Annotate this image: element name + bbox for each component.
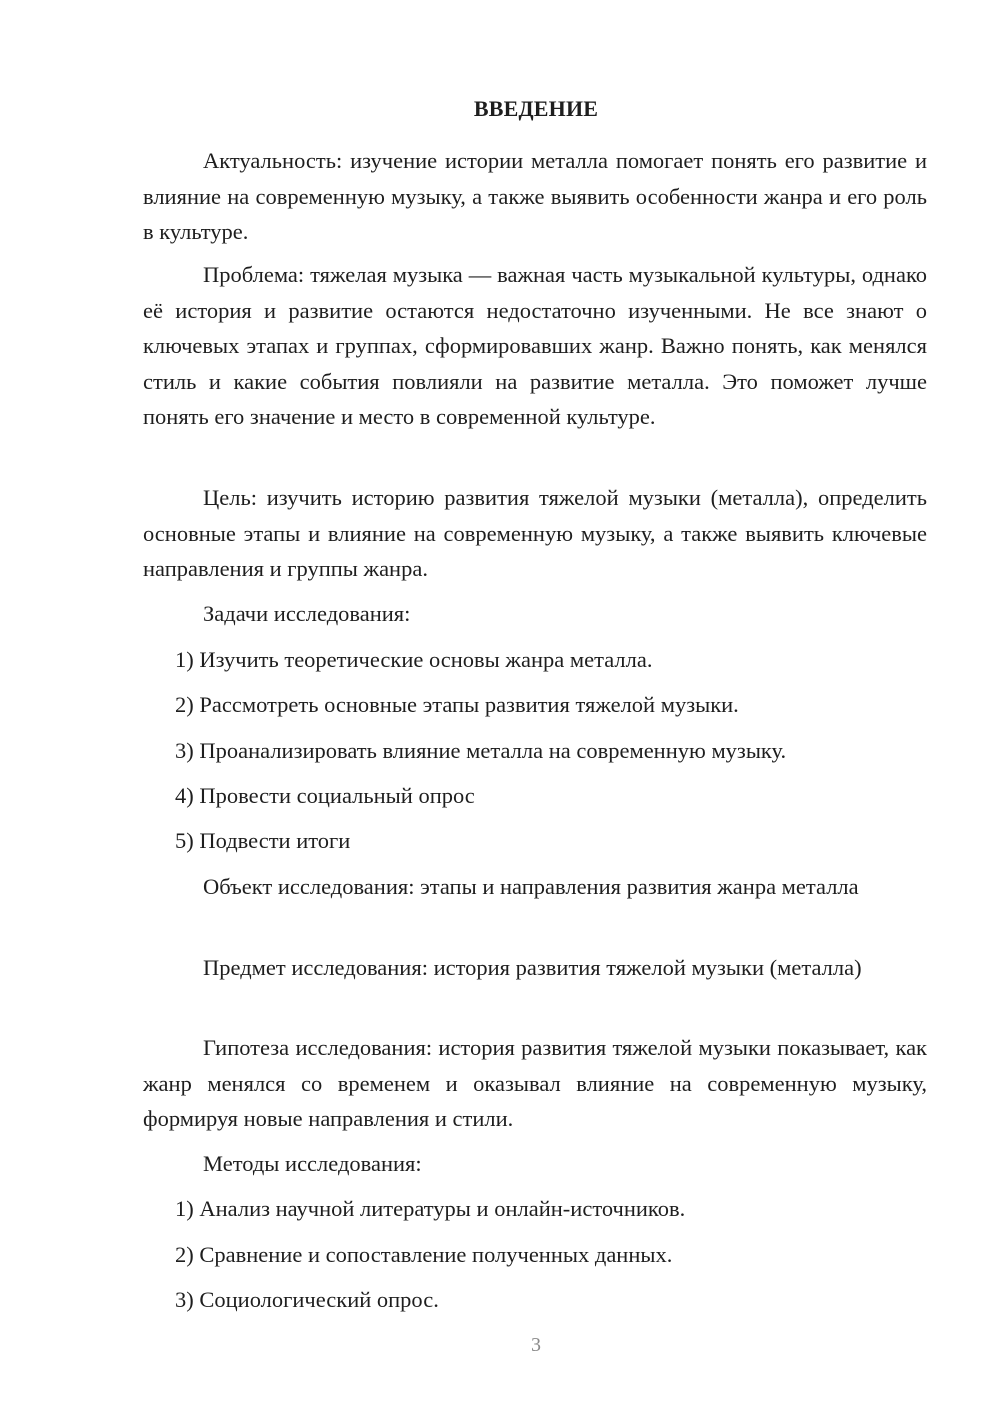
block-1	[143, 143, 927, 250]
task-1	[143, 642, 927, 678]
task-4	[143, 778, 927, 814]
list-item: 3) Проанализировать влияние металла на современную музыку.	[175, 738, 787, 763]
block-2	[143, 257, 927, 435]
list-item: 4) Провести социальный опрос	[175, 783, 475, 808]
relevance-paragraph: Актуальность: изучение истории металла помогает понять его развитие и влияние на современную музыку, а также выявить особенности жанра и его роль в культуре.	[143, 148, 927, 244]
page-title: ВВЕДЕНИЕ	[473, 96, 599, 121]
object-paragraph: Объект исследования: этапы и направления развития жанра металла	[203, 874, 859, 899]
block-4	[143, 596, 927, 632]
method-1	[143, 1191, 927, 1227]
list-item: 1) Анализ научной литературы и онлайн-источников.	[175, 1196, 686, 1221]
task-3	[143, 733, 927, 769]
hypothesis-paragraph: Гипотеза исследования: история развития тяжелой музыки показывает, как жанр менялся со временем и оказывал влияние на современную музыку, формируя новые направления и стили.	[143, 1035, 927, 1131]
block-7	[143, 1030, 927, 1137]
methods-heading: Методы исследования:	[203, 1151, 422, 1176]
subject-paragraph: Предмет исследования: история развития тяжелой музыки (металла)	[203, 955, 862, 980]
list-item: 5) Подвести итоги	[175, 828, 351, 853]
block-3	[143, 480, 927, 587]
method-3	[143, 1282, 927, 1318]
goal-paragraph: Цель: изучить историю развития тяжелой музыки (металла), определить основные этапы и влияние на современную музыку, а также выявить ключевые направления и группы жанра.	[143, 485, 927, 581]
task-2	[143, 687, 927, 723]
page-number: 3	[531, 1334, 541, 1356]
block-8	[143, 1146, 927, 1182]
list-item: 1) Изучить теоретические основы жанра металла.	[175, 647, 653, 672]
block-5	[143, 869, 927, 905]
method-2	[143, 1237, 927, 1273]
problem-paragraph: Проблема: тяжелая музыка — важная часть музыкальной культуры, однако её история и развитие остаются недостаточно изученными. Не все знают о ключевых этапах и группах, сформировавших жанр. Важно понять, как менялся стиль и какие события повлияли на развитие металла. Это поможет лучше понять его значение и место в современной культуре.	[143, 262, 927, 429]
tasks-heading: Задачи исследования:	[203, 601, 411, 626]
list-item: 2) Рассмотреть основные этапы развития тяжелой музыки.	[175, 692, 739, 717]
list-item: 3) Социологический опрос.	[175, 1287, 439, 1312]
task-5	[143, 823, 927, 859]
block-6	[143, 950, 927, 986]
list-item: 2) Сравнение и сопоставление полученных данных.	[175, 1242, 673, 1267]
